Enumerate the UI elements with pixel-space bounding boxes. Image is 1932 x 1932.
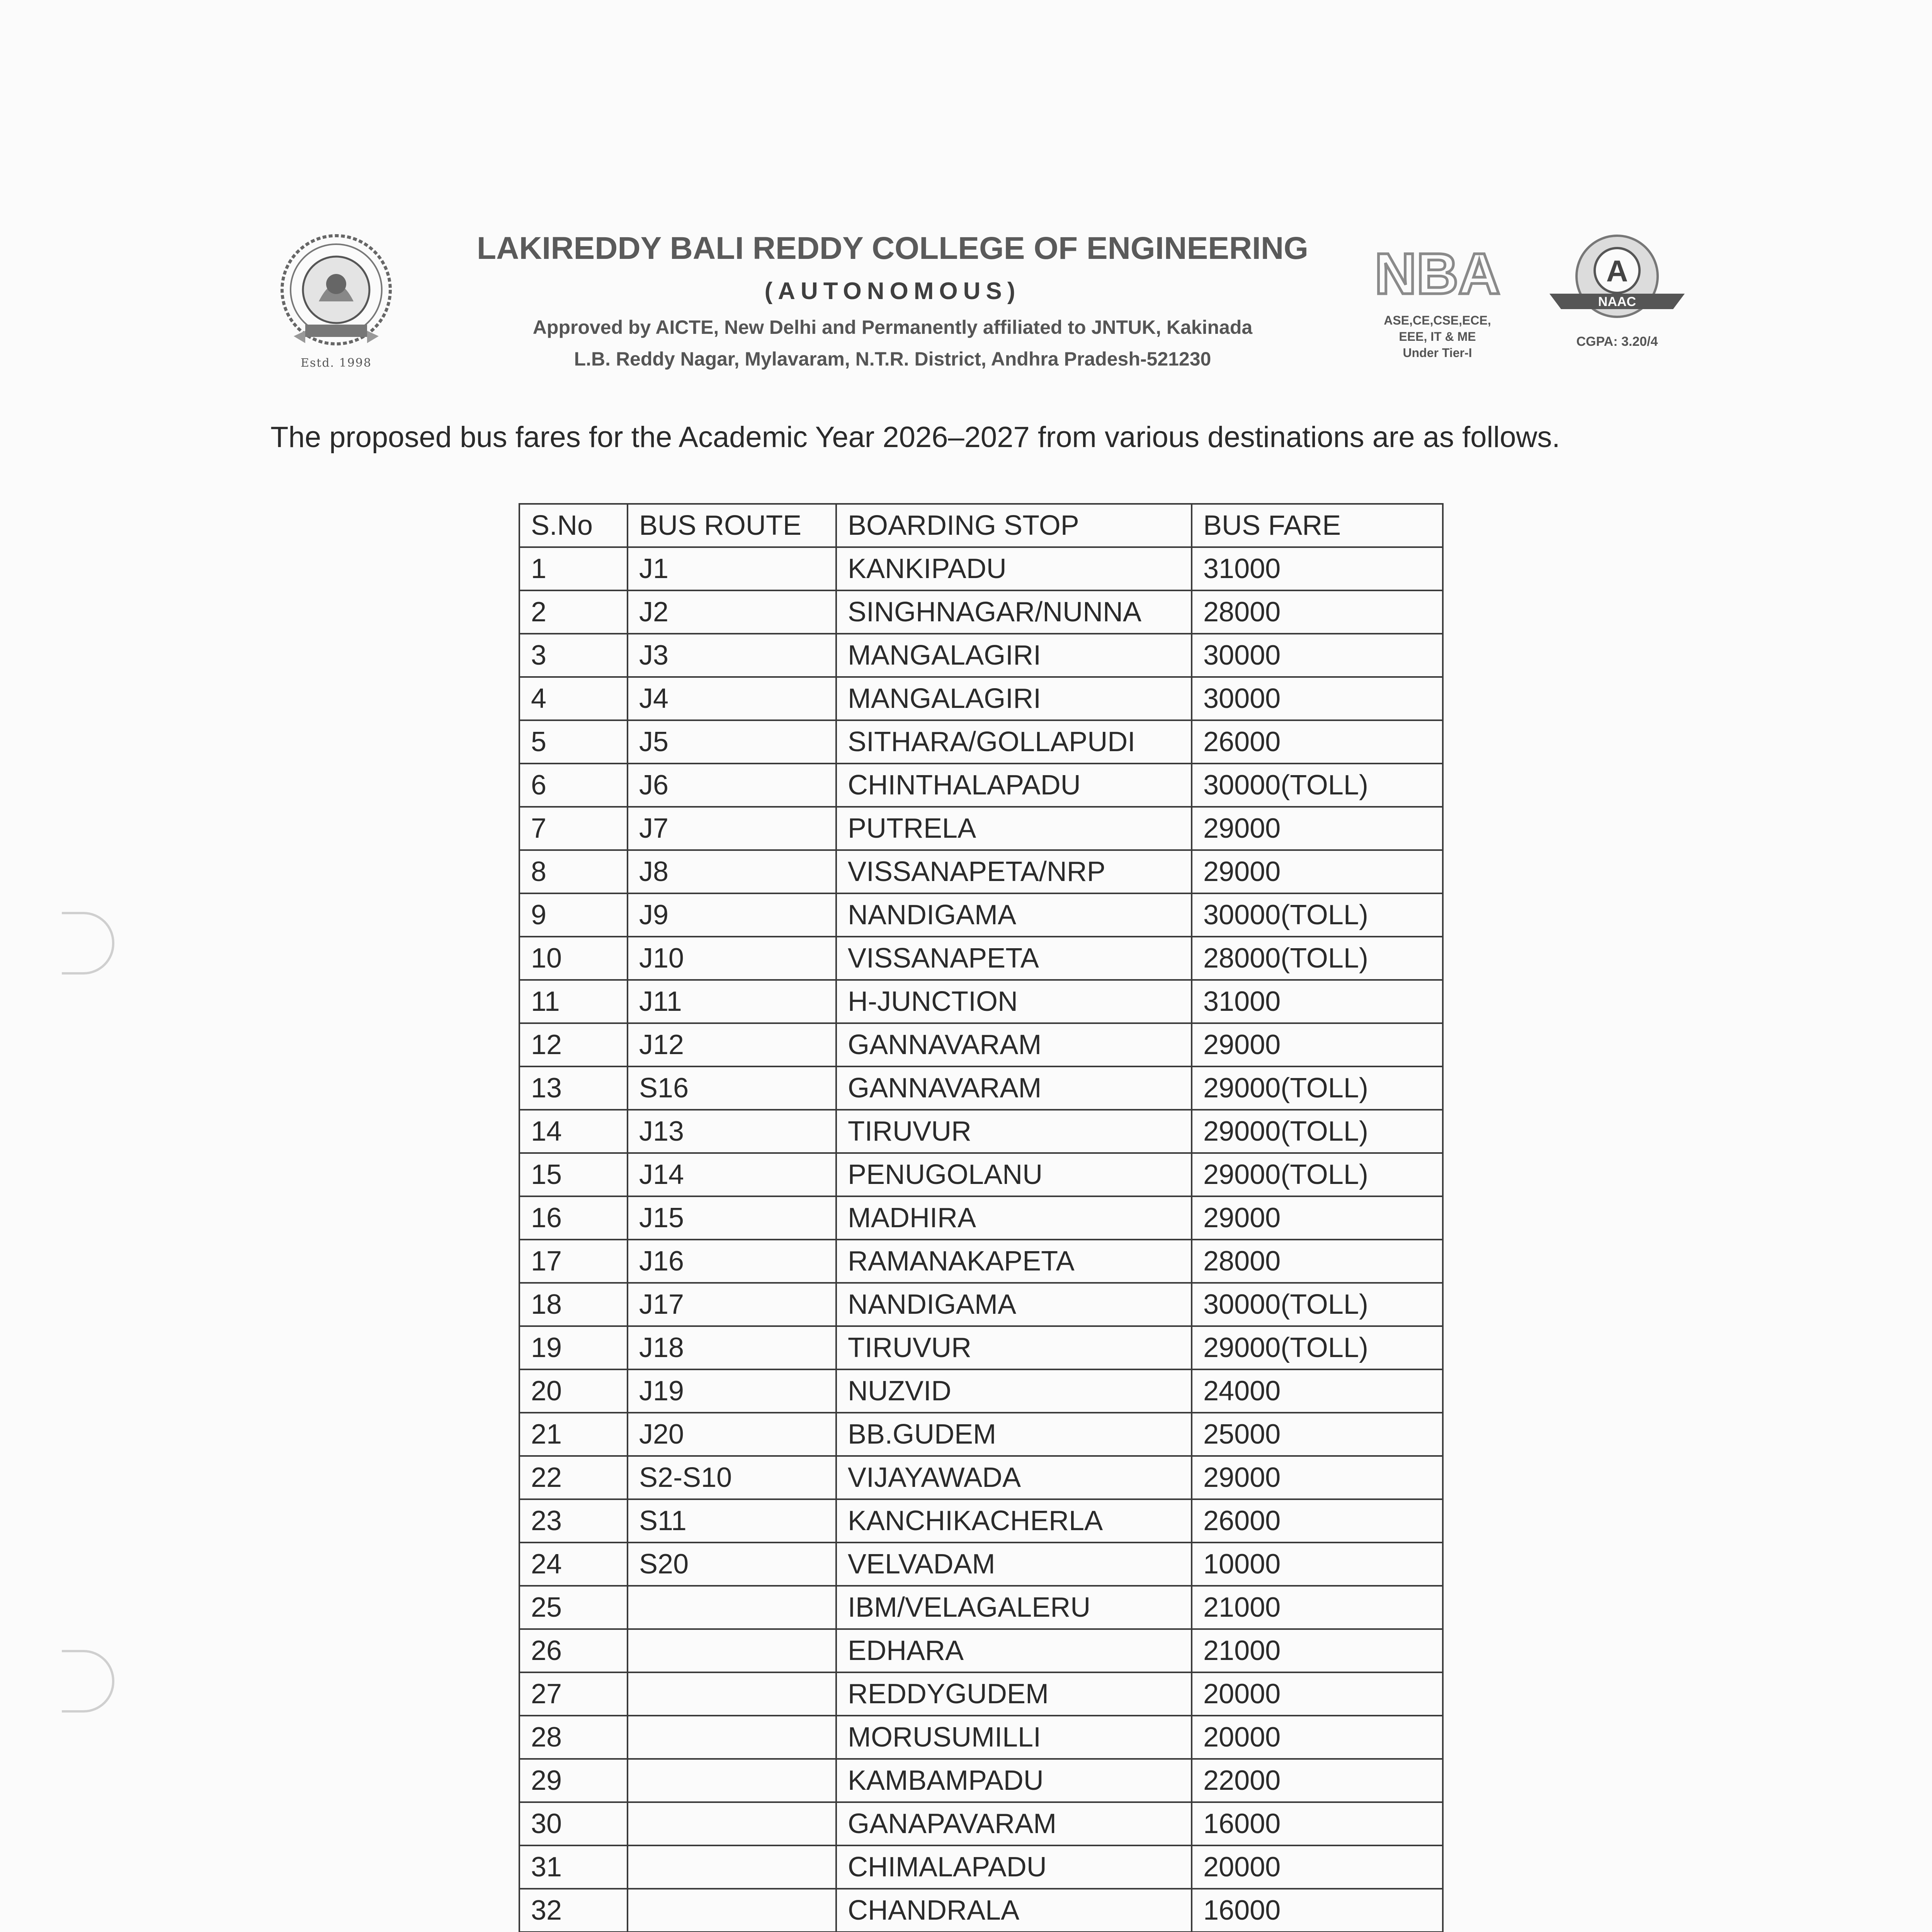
cell-bus-route: S11 — [628, 1499, 836, 1543]
cell-bus-route: J13 — [628, 1110, 836, 1153]
table-header-row — [519, 504, 1443, 547]
college-address: L.B. Reddy Nagar, Mylavaram, N.T.R. District, Andhra Pradesh-521230 — [574, 348, 1211, 370]
cell-boarding-stop: KANCHIKACHERLA — [836, 1499, 1192, 1543]
table-row — [519, 1889, 1443, 1932]
cell-boarding-stop: GANNAVARAM — [836, 1023, 1192, 1066]
cell-bus-route: J14 — [628, 1153, 836, 1196]
table-row — [519, 1802, 1443, 1845]
table-row — [519, 677, 1443, 720]
cell-bus-fare: 26000 — [1192, 720, 1443, 764]
intro-sentence: The proposed bus fares for the Academic Year 2026–2027 from various destinations are as follows. — [270, 421, 1560, 454]
table-row — [519, 1196, 1443, 1240]
cell-boarding-stop: NANDIGAMA — [836, 893, 1192, 937]
cell-boarding-stop: H-JUNCTION — [836, 980, 1192, 1023]
cell-bus-fare: 29000 — [1192, 1023, 1443, 1066]
cell-boarding-stop: NUZVID — [836, 1369, 1192, 1413]
table-row — [519, 1456, 1443, 1499]
cell-bus-fare: 20000 — [1192, 1716, 1443, 1759]
cell-bus-route — [628, 1716, 836, 1759]
cell-bus-fare: 16000 — [1192, 1802, 1443, 1845]
cell-bus-fare: 24000 — [1192, 1369, 1443, 1413]
table-row — [519, 893, 1443, 937]
cell-sno: 20 — [519, 1369, 628, 1413]
cell-bus-route: J11 — [628, 980, 836, 1023]
table-row — [519, 1240, 1443, 1283]
crest-established-year: Estd. 1998 — [301, 356, 372, 370]
cell-sno: 19 — [519, 1326, 628, 1369]
cell-sno: 27 — [519, 1672, 628, 1716]
cell-bus-route: J5 — [628, 720, 836, 764]
table-row — [519, 1759, 1443, 1802]
cell-bus-fare: 29000 — [1192, 1196, 1443, 1240]
cell-sno: 6 — [519, 764, 628, 807]
table-row — [519, 850, 1443, 893]
cell-bus-route: J6 — [628, 764, 836, 807]
cell-boarding-stop: CHIMALAPADU — [836, 1845, 1192, 1889]
table-row — [519, 980, 1443, 1023]
cell-bus-route: J9 — [628, 893, 836, 937]
cell-bus-route — [628, 1802, 836, 1845]
cell-boarding-stop: SINGHNAGAR/NUNNA — [836, 590, 1192, 634]
nba-logo-text: NBA — [1374, 241, 1500, 306]
cell-sno: 17 — [519, 1240, 628, 1283]
nba-caption-line2: EEE, IT & ME — [1399, 330, 1476, 344]
cell-boarding-stop: CHINTHALAPADU — [836, 764, 1192, 807]
cell-bus-fare: 16000 — [1192, 1889, 1443, 1932]
cell-bus-route: J7 — [628, 807, 836, 850]
table-row — [519, 1716, 1443, 1759]
cell-bus-route: J1 — [628, 547, 836, 590]
cell-bus-fare: 10000 — [1192, 1543, 1443, 1586]
cell-bus-fare: 20000 — [1192, 1845, 1443, 1889]
cell-sno: 24 — [519, 1543, 628, 1586]
nba-caption-line1: ASE,CE,CSE,ECE, — [1384, 313, 1491, 327]
cell-boarding-stop: KANKIPADU — [836, 547, 1192, 590]
cell-bus-fare: 29000 — [1192, 850, 1443, 893]
cell-bus-route: J17 — [628, 1283, 836, 1326]
cell-sno: 2 — [519, 590, 628, 634]
cell-bus-route — [628, 1586, 836, 1629]
naac-logo — [1542, 232, 1692, 332]
cell-sno: 30 — [519, 1802, 628, 1845]
cell-bus-fare: 22000 — [1192, 1759, 1443, 1802]
cell-boarding-stop: REDDYGUDEM — [836, 1672, 1192, 1716]
cell-bus-fare: 30000 — [1192, 677, 1443, 720]
table-row — [519, 1369, 1443, 1413]
cell-bus-route: J2 — [628, 590, 836, 634]
cell-bus-fare: 30000(TOLL) — [1192, 893, 1443, 937]
cell-bus-route — [628, 1672, 836, 1716]
autonomous-status: (AUTONOMOUS) — [764, 278, 1021, 304]
cell-boarding-stop: VELVADAM — [836, 1543, 1192, 1586]
cell-sno: 15 — [519, 1153, 628, 1196]
header-bus-route: BUS ROUTE — [628, 504, 836, 547]
cell-boarding-stop: MADHIRA — [836, 1196, 1192, 1240]
cell-sno: 5 — [519, 720, 628, 764]
approval-line: Approved by AICTE, New Delhi and Permanently affiliated to JNTUK, Kakinada — [532, 316, 1253, 338]
cell-sno: 29 — [519, 1759, 628, 1802]
cell-bus-fare: 21000 — [1192, 1586, 1443, 1629]
cell-sno: 9 — [519, 893, 628, 937]
table-row — [519, 634, 1443, 677]
cell-boarding-stop: MORUSUMILLI — [836, 1716, 1192, 1759]
table-row — [519, 764, 1443, 807]
table-row — [519, 1413, 1443, 1456]
table-row — [519, 1629, 1443, 1672]
table-row — [519, 1845, 1443, 1889]
cell-bus-route: S16 — [628, 1066, 836, 1110]
cell-boarding-stop: TIRUVUR — [836, 1326, 1192, 1369]
cell-boarding-stop: NANDIGAMA — [836, 1283, 1192, 1326]
punch-hole-top — [62, 912, 114, 975]
table-row — [519, 1153, 1443, 1196]
cell-sno: 28 — [519, 1716, 628, 1759]
college-crest-logo — [278, 232, 394, 379]
cell-boarding-stop: BB.GUDEM — [836, 1413, 1192, 1456]
cell-boarding-stop: GANNAVARAM — [836, 1066, 1192, 1110]
naac-cgpa: CGPA: 3.20/4 — [1576, 334, 1658, 349]
cell-bus-fare: 30000 — [1192, 634, 1443, 677]
cell-bus-route: J10 — [628, 937, 836, 980]
cell-boarding-stop: MANGALAGIRI — [836, 634, 1192, 677]
cell-bus-route: S2-S10 — [628, 1456, 836, 1499]
cell-bus-route: J4 — [628, 677, 836, 720]
cell-bus-fare: 29000(TOLL) — [1192, 1326, 1443, 1369]
cell-boarding-stop: PENUGOLANU — [836, 1153, 1192, 1196]
nba-logo — [1374, 232, 1500, 309]
cell-bus-fare: 31000 — [1192, 547, 1443, 590]
table-row — [519, 590, 1443, 634]
cell-bus-fare: 30000(TOLL) — [1192, 764, 1443, 807]
cell-bus-route — [628, 1759, 836, 1802]
cell-sno: 8 — [519, 850, 628, 893]
header-bus-fare: BUS FARE — [1192, 504, 1443, 547]
table-row — [519, 937, 1443, 980]
cell-boarding-stop: KAMBAMPADU — [836, 1759, 1192, 1802]
cell-bus-route — [628, 1889, 836, 1932]
cell-bus-route — [628, 1845, 836, 1889]
cell-boarding-stop: EDHARA — [836, 1629, 1192, 1672]
cell-sno: 12 — [519, 1023, 628, 1066]
cell-sno: 4 — [519, 677, 628, 720]
cell-sno: 22 — [519, 1456, 628, 1499]
table-row — [519, 1586, 1443, 1629]
cell-boarding-stop: VISSANAPETA/NRP — [836, 850, 1192, 893]
cell-sno: 32 — [519, 1889, 628, 1932]
cell-bus-route: J19 — [628, 1369, 836, 1413]
cell-boarding-stop: MANGALAGIRI — [836, 677, 1192, 720]
cell-bus-route: J15 — [628, 1196, 836, 1240]
cell-bus-fare: 26000 — [1192, 1499, 1443, 1543]
cell-bus-route: J18 — [628, 1326, 836, 1369]
cell-boarding-stop: IBM/VELAGALERU — [836, 1586, 1192, 1629]
table-row — [519, 547, 1443, 590]
cell-bus-route — [628, 1629, 836, 1672]
cell-sno: 3 — [519, 634, 628, 677]
cell-sno: 18 — [519, 1283, 628, 1326]
cell-bus-fare: 29000 — [1192, 1456, 1443, 1499]
table-row — [519, 1672, 1443, 1716]
cell-bus-fare: 29000 — [1192, 807, 1443, 850]
header-sno: S.No — [519, 504, 628, 547]
table-row — [519, 1066, 1443, 1110]
table-row — [519, 720, 1443, 764]
cell-bus-fare: 28000 — [1192, 1240, 1443, 1283]
naac-grade: A — [1606, 254, 1628, 288]
cell-sno: 14 — [519, 1110, 628, 1153]
cell-bus-route: J12 — [628, 1023, 836, 1066]
table-row — [519, 1543, 1443, 1586]
cell-boarding-stop: RAMANAKAPETA — [836, 1240, 1192, 1283]
cell-bus-fare: 31000 — [1192, 980, 1443, 1023]
cell-bus-fare: 29000(TOLL) — [1192, 1066, 1443, 1110]
table-row — [519, 1110, 1443, 1153]
cell-bus-fare: 29000(TOLL) — [1192, 1110, 1443, 1153]
cell-sno: 31 — [519, 1845, 628, 1889]
table-row — [519, 1283, 1443, 1326]
cell-boarding-stop: PUTRELA — [836, 807, 1192, 850]
cell-boarding-stop: VISSANAPETA — [836, 937, 1192, 980]
cell-bus-fare: 25000 — [1192, 1413, 1443, 1456]
cell-bus-fare: 28000 — [1192, 590, 1443, 634]
nba-accreditation-caption — [1364, 312, 1511, 361]
cell-bus-route: J8 — [628, 850, 836, 893]
cell-sno: 16 — [519, 1196, 628, 1240]
table-row — [519, 1326, 1443, 1369]
cell-bus-route: J16 — [628, 1240, 836, 1283]
cell-boarding-stop: CHANDRALA — [836, 1889, 1192, 1932]
cell-bus-fare: 20000 — [1192, 1672, 1443, 1716]
table-row — [519, 807, 1443, 850]
table-row — [519, 1499, 1443, 1543]
cell-bus-route: J3 — [628, 634, 836, 677]
cell-bus-fare: 21000 — [1192, 1629, 1443, 1672]
cell-boarding-stop: TIRUVUR — [836, 1110, 1192, 1153]
cell-boarding-stop: VIJAYAWADA — [836, 1456, 1192, 1499]
cell-bus-fare: 28000(TOLL) — [1192, 937, 1443, 980]
table-row — [519, 1023, 1443, 1066]
cell-sno: 23 — [519, 1499, 628, 1543]
cell-sno: 21 — [519, 1413, 628, 1456]
cell-boarding-stop: SITHARA/GOLLAPUDI — [836, 720, 1192, 764]
cell-sno: 10 — [519, 937, 628, 980]
punch-hole-bottom — [62, 1650, 114, 1713]
college-name: LAKIREDDY BALI REDDY COLLEGE OF ENGINEERING — [477, 231, 1308, 266]
cell-sno: 26 — [519, 1629, 628, 1672]
cell-sno: 1 — [519, 547, 628, 590]
cell-sno: 7 — [519, 807, 628, 850]
cell-sno: 13 — [519, 1066, 628, 1110]
naac-label: NAAC — [1598, 294, 1636, 309]
cell-bus-route: S20 — [628, 1543, 836, 1586]
cell-bus-fare: 29000(TOLL) — [1192, 1153, 1443, 1196]
cell-bus-fare: 30000(TOLL) — [1192, 1283, 1443, 1326]
cell-sno: 25 — [519, 1586, 628, 1629]
cell-sno: 11 — [519, 980, 628, 1023]
bus-fare-table — [519, 503, 1444, 1932]
header-boarding-stop: BOARDING STOP — [836, 504, 1192, 547]
nba-caption-line3: Under Tier-I — [1403, 346, 1472, 360]
cell-bus-route: J20 — [628, 1413, 836, 1456]
cell-boarding-stop: GANAPAVARAM — [836, 1802, 1192, 1845]
